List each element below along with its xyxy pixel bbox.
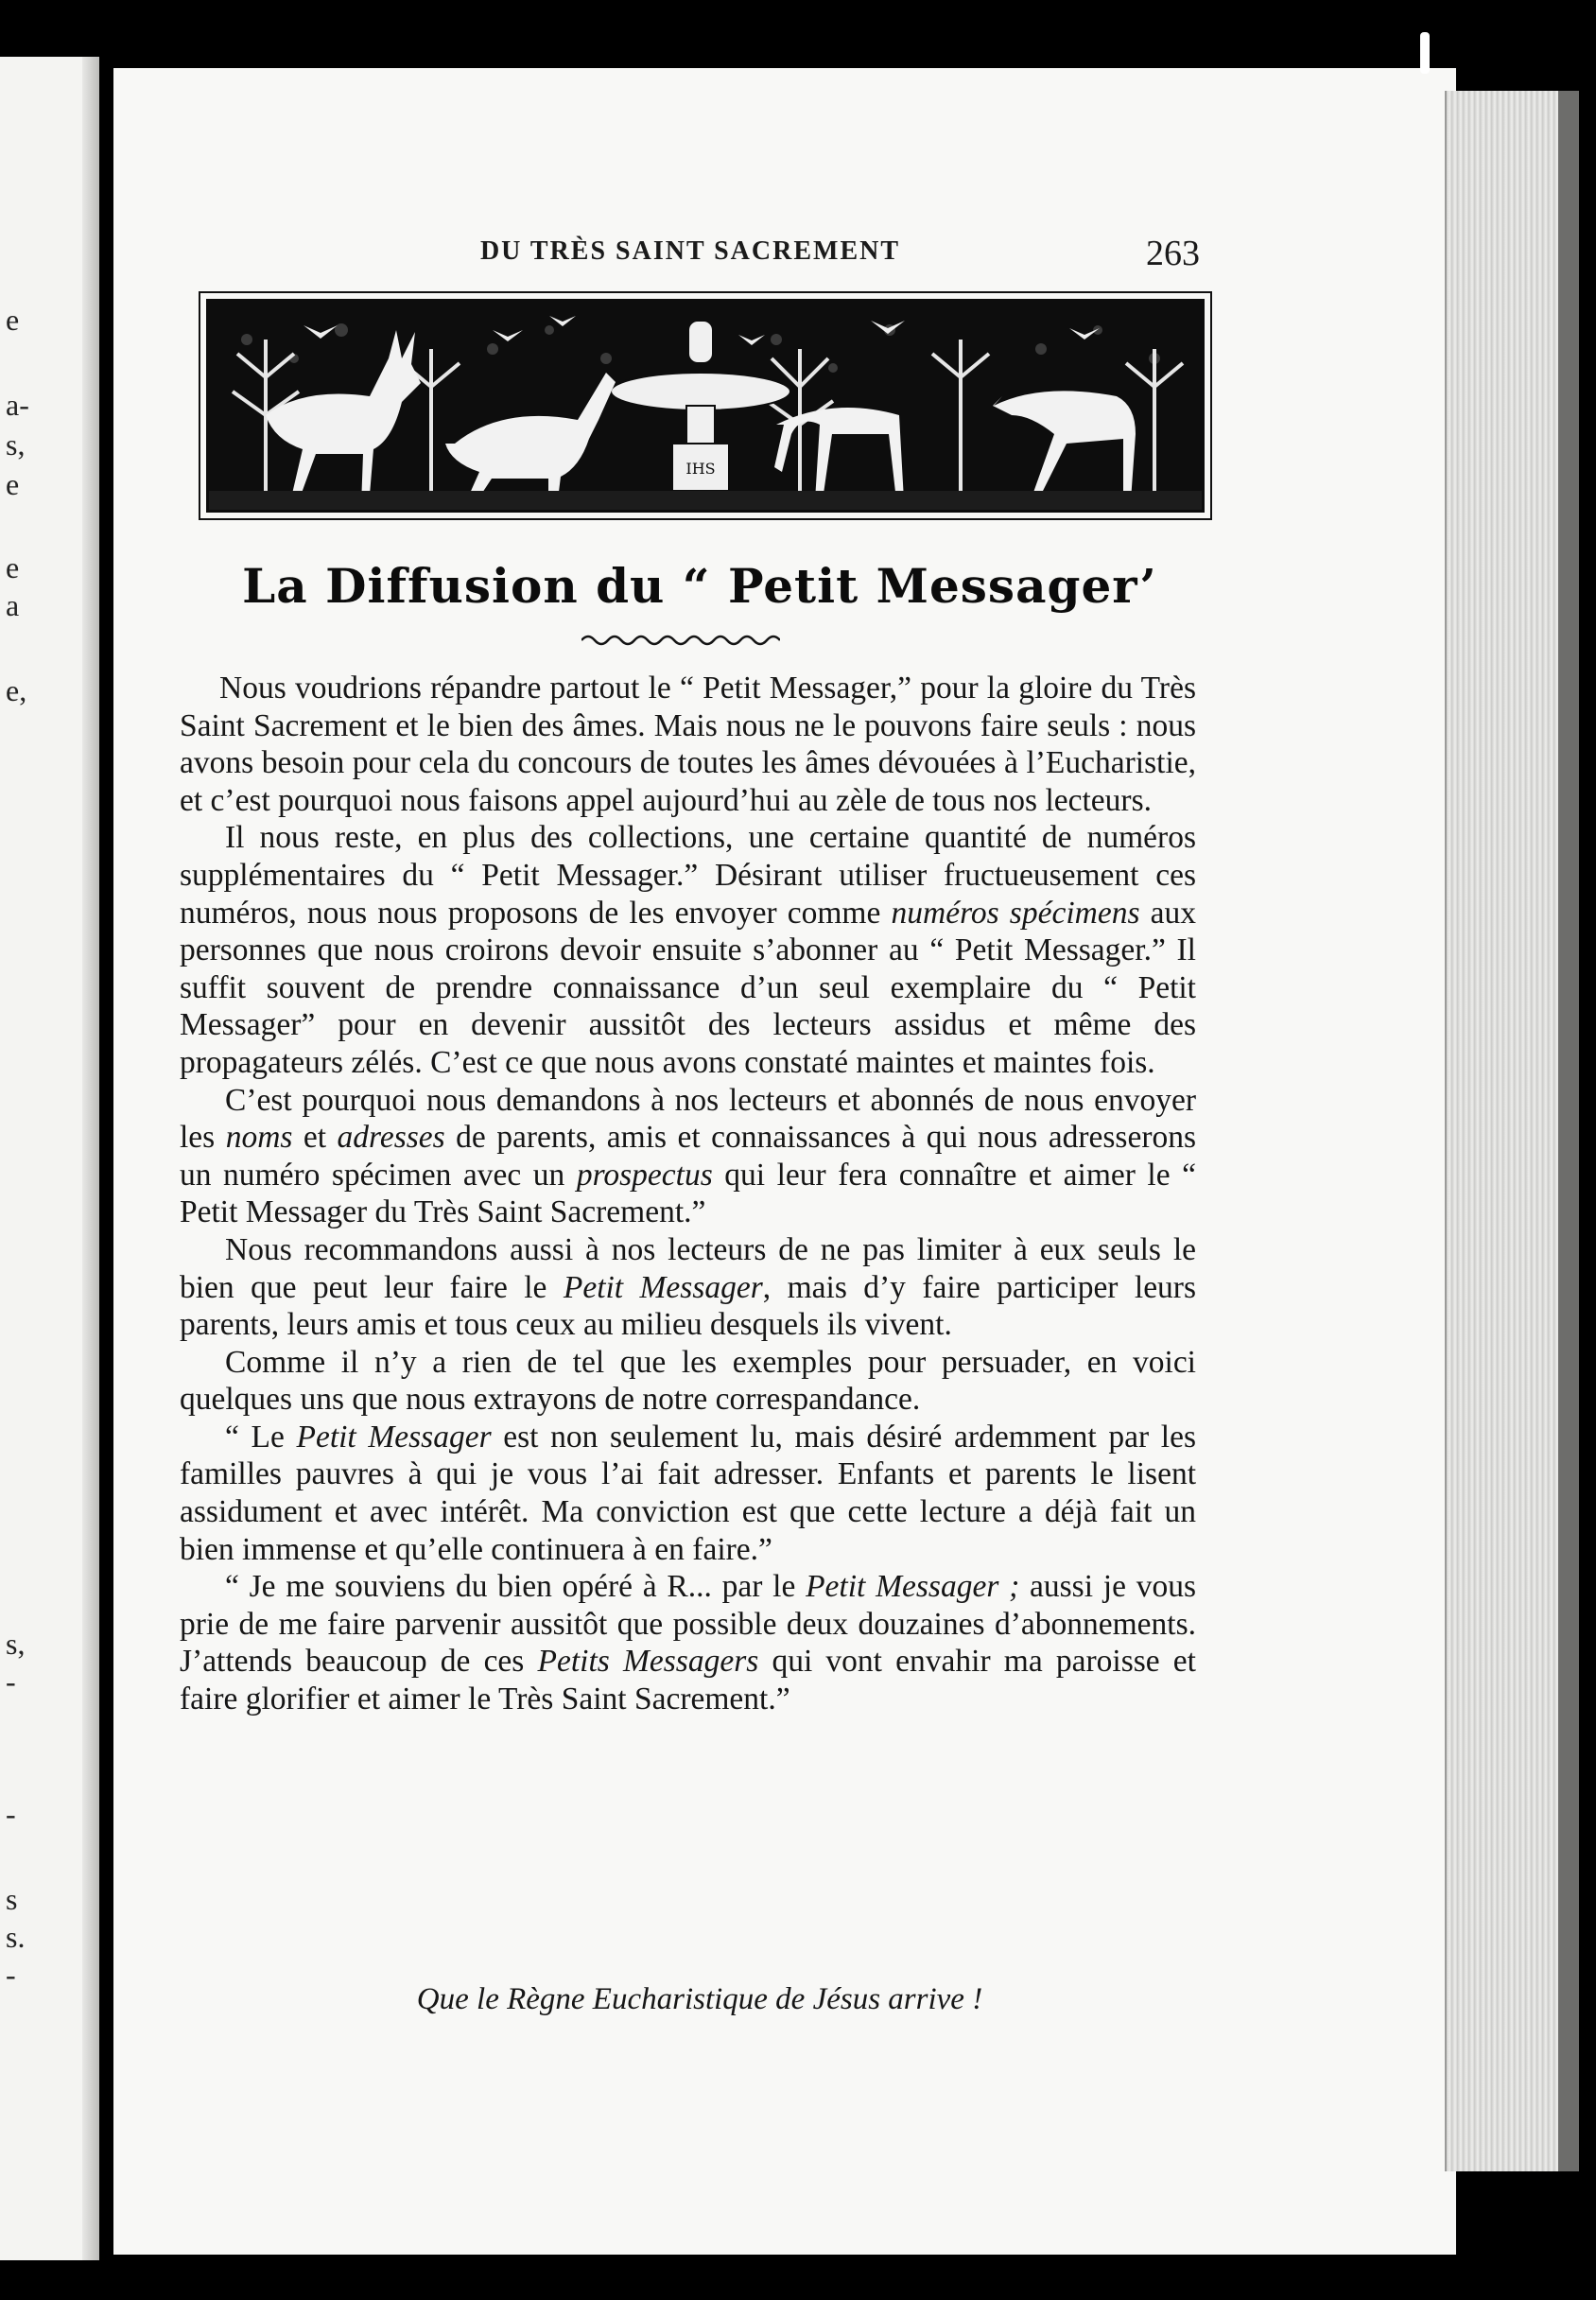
running-head: DU TRÈS SAINT SACREMENT bbox=[479, 236, 901, 266]
fragment-text: e bbox=[6, 467, 20, 501]
deer-fountain-vignette-icon bbox=[206, 299, 1205, 513]
fragment-text: s, bbox=[6, 427, 26, 462]
fragment-text: a- bbox=[6, 388, 29, 422]
scan-background bbox=[0, 0, 1596, 76]
paragraph: “ Je me souviens du bien opéré à R... par le Petit Messager ; aussi je vous prie de me faire parvenir aussitôt que possible deux douzaines d’abonnements. J’attends beaucoup de ces Petits Messagers qui vont envahir ma paroisse et faire glorifier et aimer le Très Saint Sacrement.” bbox=[180, 1569, 1196, 1717]
paragraph: “ Le Petit Messager est non seulement lu, mais désiré ardemment par les familles pauvres à qui je vous l’ai fait adresser. Enfants et parents le lisent assidument et avec intérêt. Ma conviction est que cette lecture a déjà fait un bien immense et qu’elle continuera à en faire.” bbox=[180, 1419, 1197, 1567]
fragment-text: a bbox=[6, 588, 20, 622]
paragraph: Il nous reste, en plus des collections, une certaine quantité de numéros supplémentaires du “ Petit Messager.” Désirant utiliser fructueusement ces numéros, nous nous proposons de les envoyer comme numéros spécimens aux personnes que nous croirons devoir ensuite s’abonner au “ Petit Messager.” Il suffit souvent de prendre connaissance d’un seul exemplaire du “ Petit Messager” pour en devenir aussitôt des lecteurs assidus et même des propagateurs zélés. C’est ce que nous avons constaté maintes et maintes fois. bbox=[180, 820, 1196, 1080]
page-number: 263 bbox=[1146, 234, 1200, 273]
fountain-monogram: IHS bbox=[685, 460, 716, 478]
fragment-text: - bbox=[6, 1797, 16, 1831]
fragment-text: e, bbox=[6, 673, 27, 707]
fragment-text: s bbox=[6, 1882, 18, 1916]
article-body bbox=[180, 670, 1196, 1718]
paragraph: C’est pourquoi nous demandons à nos lecteurs et abonnés de nous envoyer les noms et adresses de parents, amis et connaissances à qui nous adresserons un numéro spécimen avec un prospectus qui leur fera connaître et aimer le “ Petit Messager du Très Saint Sacrement.” bbox=[180, 1082, 1197, 1230]
scan-mark bbox=[1420, 32, 1430, 74]
facing-page-fragment bbox=[0, 57, 99, 2260]
fragment-text: s. bbox=[6, 1920, 26, 1954]
paragraph: Nous recommandons aussi à nos lecteurs de ne pas limiter à eux seuls le bien que peut leur faire le Petit Messager, mais d’y faire participer leurs parents, leurs amis et tous ceux au milieu desquels ils vivent. bbox=[180, 1231, 1197, 1343]
fragment-text: e bbox=[6, 550, 20, 584]
fragment-text: s, bbox=[6, 1627, 26, 1661]
page-gutter bbox=[82, 57, 99, 2260]
article-title: La Diffusion du “ Petit Messager’ bbox=[242, 558, 1157, 614]
page-edges bbox=[1445, 91, 1579, 2171]
paragraph: Nous voudrions répandre partout le “ Petit Messager,” pour la gloire du Très Saint Sacrement et le bien des âmes. Mais nous ne le pouvons faire seuls : nous avons besoin pour cela du concours de toutes les âmes dévouées à l’Eucharistie, et c’est pourquoi nous faisons appel aujourd’hui au zèle de tous nos lecteurs. bbox=[180, 671, 1196, 818]
fragment-text: - bbox=[6, 1664, 16, 1699]
closing-line: Que le Règne Eucharistique de Jésus arrive ! bbox=[416, 1982, 983, 2016]
fragment-text: - bbox=[6, 1958, 16, 1992]
squiggle-divider-icon bbox=[581, 632, 780, 649]
fragment-text: e bbox=[6, 303, 20, 337]
paragraph: Comme il n’y a rien de tel que les exemples pour persuader, en voici quelques uns que nous extrayons de notre correspandance. bbox=[180, 1344, 1196, 1418]
